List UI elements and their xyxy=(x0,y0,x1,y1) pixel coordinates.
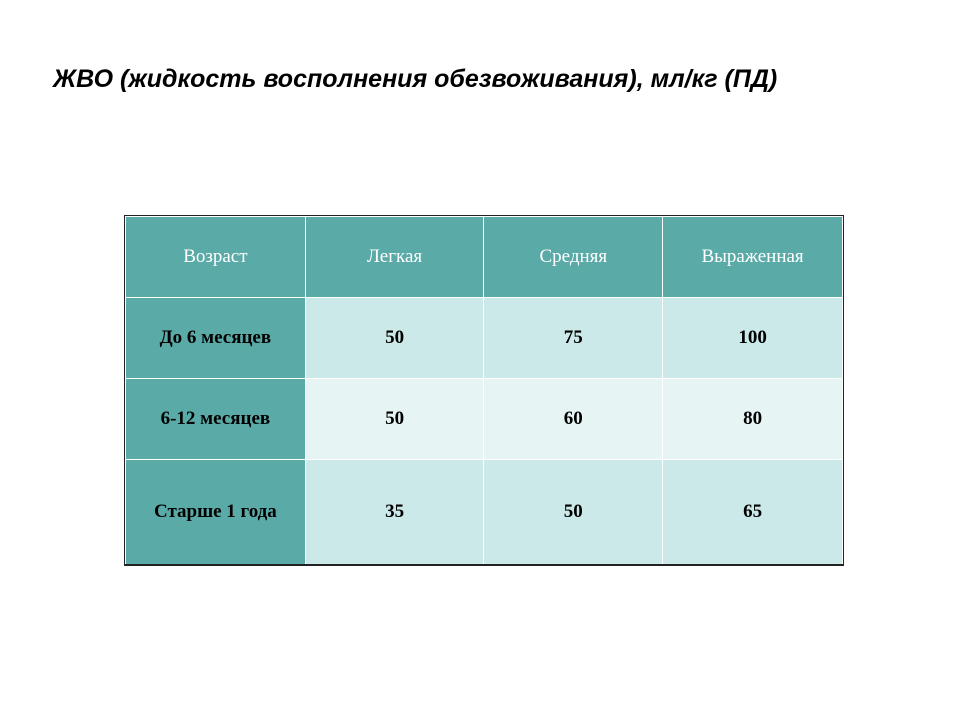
table-cell: 50 xyxy=(484,460,663,565)
table-cell: 50 xyxy=(305,379,484,460)
column-header-age: Возраст xyxy=(126,217,306,298)
column-header-severe: Выраженная xyxy=(663,217,843,298)
table-row xyxy=(126,460,843,565)
column-header-mild: Легкая xyxy=(305,217,484,298)
table-cell: 100 xyxy=(663,298,843,379)
table-row xyxy=(126,379,843,460)
table-header-row xyxy=(126,217,843,298)
table-cell: 60 xyxy=(484,379,663,460)
table-cell: 50 xyxy=(305,298,484,379)
dehydration-table xyxy=(125,216,843,565)
slide-title: ЖВО (жидкость восполнения обезвоживания), мл/кг (ПД) xyxy=(53,65,778,93)
row-label: 6-12 месяцев xyxy=(126,379,306,460)
row-label: До 6 месяцев xyxy=(126,298,306,379)
table-row xyxy=(126,298,843,379)
table-cell: 80 xyxy=(663,379,843,460)
table-cell: 75 xyxy=(484,298,663,379)
table-cell: 35 xyxy=(305,460,484,565)
column-header-moderate: Средняя xyxy=(484,217,663,298)
table-cell: 65 xyxy=(663,460,843,565)
row-label: Старше 1 года xyxy=(126,460,306,565)
